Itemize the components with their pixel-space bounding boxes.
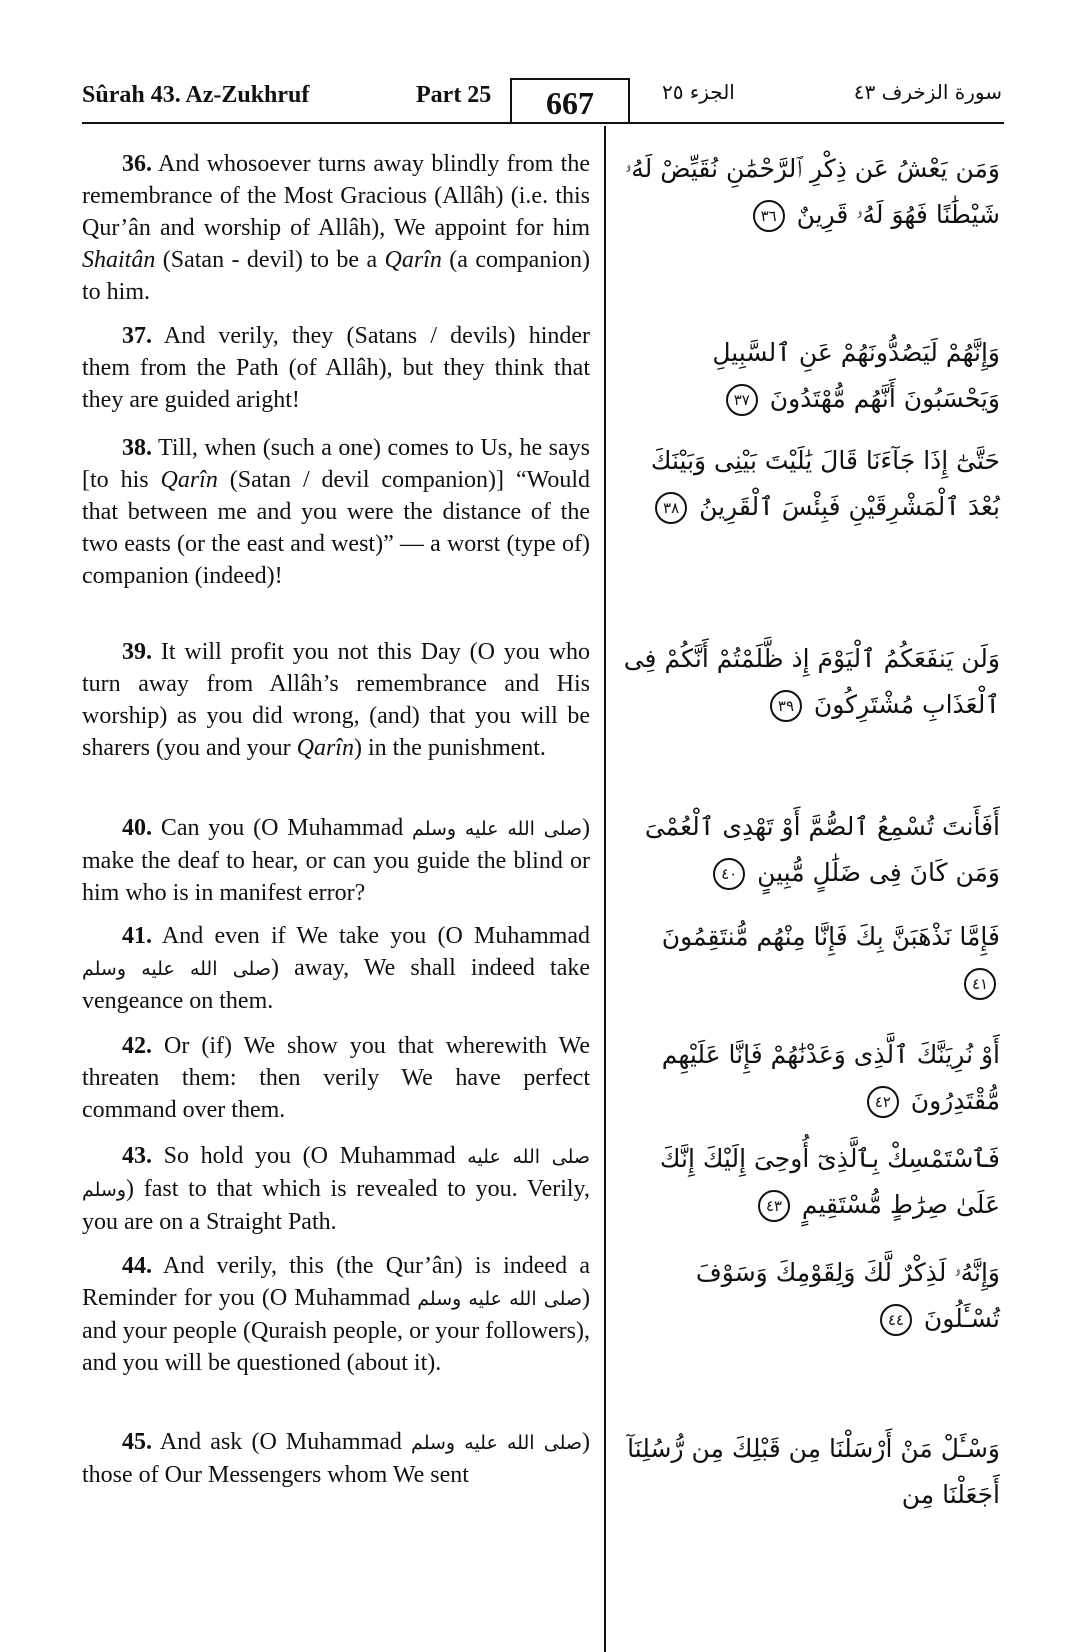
- verse-translation: [82, 1030, 590, 1126]
- translation-text: Or (if) We show you that wherewith We threaten them: then verily We have perfect command over them.: [82, 1033, 590, 1123]
- translation-text: And verily, they (Satans / devils) hinder them from the Path (of Allâh), but they think that they are guided aright!: [82, 323, 590, 413]
- translation-text: And verily, this (the Qur’ân) is indeed a Reminder for you (O Muhammad: [82, 1253, 590, 1311]
- ayah-number-marker: ٤٠: [713, 858, 745, 890]
- arabic-text: وَلَن يَنفَعَكُمُ ٱلْيَوْمَ إِذ ظَّلَمْتُمْ أَنَّكُمْ فِى ٱلْعَذَابِ مُشْتَرِكُونَ: [623, 644, 1000, 719]
- translation-text: Qarîn: [296, 735, 354, 761]
- verse-arabic: [622, 146, 1000, 238]
- translation-text: And even if We take you (O Muhammad: [152, 923, 590, 949]
- verse-number: 42.: [122, 1033, 152, 1059]
- verse-number: 41.: [122, 923, 152, 949]
- salutation-ar: صلى الله عليه وسلم: [82, 958, 271, 980]
- translation-text: (a companion) to him.: [82, 247, 590, 305]
- verse-arabic: [622, 438, 1000, 530]
- translation-text: (Satan / devil companion)] “Would that between me and you were the distance of the two easts (or the east and west)” — a worst (type of) companion (indeed)!: [82, 467, 590, 589]
- ayah-number-marker: ٣٨: [655, 492, 687, 524]
- translation-text: ) fast to that which is revealed to you. Verily, you are on a Straight Path.: [82, 1176, 590, 1235]
- verse-translation: [82, 636, 590, 764]
- verse-arabic: [622, 636, 1000, 728]
- translation-text: And ask (O Muhammad: [152, 1429, 412, 1455]
- verse-translation: [82, 1250, 590, 1379]
- verse-translation: [82, 148, 590, 308]
- translation-text: Can you (O Muhammad: [152, 815, 413, 841]
- verse-number: 40.: [122, 815, 152, 841]
- surah-title-ar: سورة الزخرف ٤٣: [853, 80, 1002, 104]
- arabic-text: فَإِمَّا نَذْهَبَنَّ بِكَ فَإِنَّا مِنْهُم مُّنتَقِمُونَ: [661, 922, 1000, 951]
- ayah-number-marker: ٤٤: [880, 1304, 912, 1336]
- verse-number: 38.: [122, 435, 152, 461]
- translation-text: Qarîn: [160, 467, 218, 493]
- header-rule: [82, 122, 1004, 124]
- salutation-ar: صلى الله عليه وسلم: [417, 1288, 582, 1310]
- verse-number: 37.: [122, 323, 152, 349]
- juz-label-ar: الجزء ٢٥: [662, 80, 735, 104]
- verse-arabic: [622, 1136, 1000, 1228]
- verse-translation: [82, 1426, 590, 1491]
- salutation-ar: صلى الله عليه وسلم: [411, 1432, 582, 1454]
- column-divider: [604, 126, 606, 1652]
- arabic-text: فَٱسْتَمْسِكْ بِٱلَّذِىٓ أُوحِىَ إِلَيْكَ إِنَّكَ عَلَىٰ صِرَٰطٍ مُّسْتَقِيمٍ: [659, 1144, 1000, 1219]
- part-label: Part 25: [416, 82, 492, 108]
- translation-text: So hold you (O Muhammad: [152, 1143, 468, 1169]
- translation-text: It will profit you not this Day (O you who turn away from Allâh’s remembrance and His worship) as you did wrong, (and) that you will be sharers (you and your: [82, 639, 590, 761]
- translation-text: ) make the deaf to hear, or can you guide the blind or him who is in manifest error?: [82, 815, 590, 906]
- verse-arabic: [622, 804, 1000, 896]
- verse-arabic: [622, 1032, 1000, 1124]
- page-header: [82, 70, 1002, 126]
- salutation-ar: صلى الله عليه وسلم: [412, 818, 582, 840]
- translation-text: ) away, We shall indeed take vengeance on them.: [82, 955, 590, 1014]
- arabic-text: وَمَن يَعْشُ عَن ذِكْرِ ٱلرَّحْمَٰنِ نُقَيِّضْ لَهُۥ شَيْطَٰنًا فَهُوَ لَهُۥ قَرِينٌ: [625, 154, 1000, 229]
- verse-number: 39.: [122, 639, 152, 665]
- translation-text: Qarîn: [384, 247, 442, 273]
- verse-arabic: [622, 914, 1000, 1006]
- verse-arabic: [622, 1426, 1000, 1518]
- arabic-text: أَوْ نُرِيَنَّكَ ٱلَّذِى وَعَدْنَٰهُمْ فَإِنَّا عَلَيْهِم مُّقْتَدِرُونَ: [661, 1040, 1000, 1115]
- verse-translation: [82, 812, 590, 909]
- arabic-text: حَتَّىٰٓ إِذَا جَآءَنَا قَالَ يَٰلَيْتَ بَيْنِى وَبَيْنَكَ بُعْدَ ٱلْمَشْرِقَيْنِ فَبِئْسَ ٱلْقَرِينُ: [650, 446, 1000, 521]
- translation-text: ) those of Our Messengers whom We sent: [82, 1429, 590, 1488]
- translation-text: And whosoever turns away blindly from the remembrance of the Most Gracious (Allâh) (i.e. this Qur’ân and worship of Allâh), We appoint for him: [82, 151, 590, 241]
- ayah-number-marker: ٤٣: [758, 1190, 790, 1222]
- verse-translation: [82, 320, 590, 416]
- translation-text: ) and your people (Quraish people, or your followers), and you will be questioned (about it).: [82, 1285, 590, 1376]
- surah-title-en: Sûrah 43. Az-Zukhruf: [82, 82, 310, 108]
- arabic-text: وَإِنَّهُۥ لَذِكْرٌ لَّكَ وَلِقَوْمِكَ وَسَوْفَ تُسْـَٔلُونَ: [695, 1258, 1000, 1333]
- arabic-text: وَإِنَّهُمْ لَيَصُدُّونَهُمْ عَنِ ٱلسَّبِيلِ وَيَحْسَبُونَ أَنَّهُم مُّهْتَدُونَ: [712, 338, 1000, 413]
- page-number: 667: [510, 78, 630, 124]
- ayah-number-marker: ٣٩: [770, 690, 802, 722]
- translation-text: ) in the punishment.: [353, 735, 546, 761]
- arabic-text: وَسْـَٔلْ مَنْ أَرْسَلْنَا مِن قَبْلِكَ مِن رُّسُلِنَآ أَجَعَلْنَا مِن: [627, 1434, 1000, 1509]
- salutation-ar: صلى الله عليه وسلم: [82, 1146, 590, 1201]
- verse-number: 36.: [122, 151, 152, 177]
- translation-text: (Satan - devil) to be a: [155, 247, 385, 273]
- arabic-text: أَفَأَنتَ تُسْمِعُ ٱلصُّمَّ أَوْ تَهْدِى ٱلْعُمْىَ وَمَن كَانَ فِى ضَلَٰلٍ مُّبِينٍ: [644, 812, 1000, 887]
- verse-translation: [82, 1140, 590, 1238]
- verse-translation: [82, 920, 590, 1017]
- verse-number: 45.: [122, 1429, 152, 1455]
- verse-number: 44.: [122, 1253, 152, 1279]
- ayah-number-marker: ٤٢: [867, 1086, 899, 1118]
- ayah-number-marker: ٣٧: [726, 384, 758, 416]
- verse-arabic: [622, 330, 1000, 422]
- verse-translation: [82, 432, 590, 592]
- verse-arabic: [622, 1250, 1000, 1342]
- translation-text: Till, when (such a one) comes to Us, he says [to his: [82, 435, 590, 493]
- translation-text: Shaitân: [82, 247, 156, 273]
- ayah-number-marker: ٤١: [964, 968, 996, 1000]
- ayah-number-marker: ٣٦: [753, 200, 785, 232]
- verse-number: 43.: [122, 1143, 152, 1169]
